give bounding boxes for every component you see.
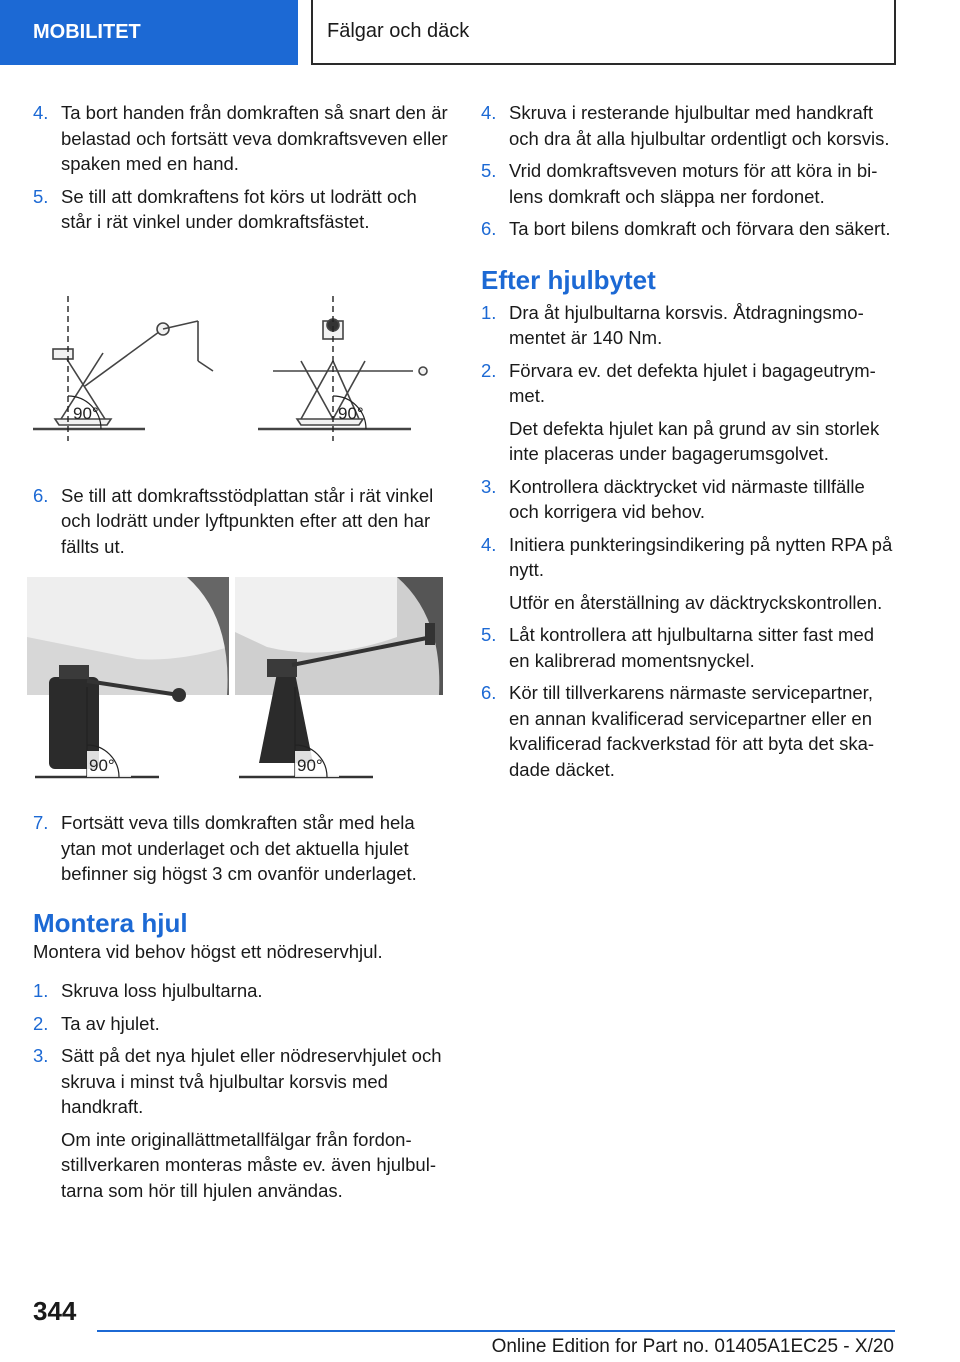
list-item — [33, 810, 448, 887]
section-heading: Montera hjul — [33, 907, 188, 938]
step-number: 5. — [33, 185, 49, 207]
step-number: 3. — [481, 475, 497, 497]
list-item — [33, 184, 448, 235]
step-number: 5. — [481, 160, 497, 181]
step-number: 1. — [481, 301, 497, 323]
list-item — [481, 532, 896, 583]
scissor-jack-illustration — [33, 291, 448, 461]
step-note: Utför en återställning av däcktryckskontrollen. — [509, 591, 883, 613]
step-text: Se till att domkraftsstödplattan står i rät vinkel och lodrätt under lyftpunkten efter att den har fällts ut. — [61, 484, 434, 557]
angle-label: 90° — [73, 403, 99, 423]
list-item — [33, 1011, 448, 1037]
step-text: Låt kontrollera att hjulbultarna sitter fast med en kalibrerad momentsnyckel. — [509, 624, 875, 671]
list-item — [481, 300, 896, 351]
step-text: Ta av hjulet. — [61, 1012, 160, 1034]
step-text: Förvara ev. det defekta hjulet i bagageutrymmet. — [509, 359, 876, 406]
step-number: 2. — [481, 359, 497, 381]
list-item — [481, 680, 896, 782]
step-number: 4. — [481, 533, 497, 555]
step-number: 4. — [481, 102, 497, 123]
step-text: Kör till tillverkarens närmaste servicepartner, en annan kvalificerad servicepartner eller en kvalificerad fackverkstad för att byta det skadade däcket. — [509, 682, 875, 780]
left-column — [33, 100, 448, 1210]
step-number: 6. — [481, 682, 497, 703]
list-item — [481, 158, 896, 209]
list-item — [481, 100, 896, 151]
step-text: Sätt på det nya hjulet eller nödreservhjulet och skruva i minst två hjulbultar korsvis med handkraft. — [61, 1045, 442, 1117]
step-text: Kontrollera däcktrycket vid närmaste tillfälle och korrigera vid behov. — [509, 475, 865, 522]
list-item — [481, 358, 896, 409]
page-header — [311, 0, 896, 65]
jack-figure-scissor — [33, 291, 448, 461]
step-text: Skruva loss hjulbultarna. — [61, 980, 263, 1001]
step-number: 7. — [33, 812, 49, 833]
jack-photo-illustration — [27, 577, 443, 782]
jack-figure-photo — [27, 577, 448, 782]
step-text: Ta bort bilens domkraft och förvara den säkert. — [509, 218, 891, 239]
list-item — [481, 216, 896, 242]
step-note: Om inte originallättmetallfälgar från fordonstillverkaren monteras måste ev. även hjulbultarna som hör till hjulen användas. — [61, 1128, 436, 1201]
angle-label: 90° — [297, 756, 323, 775]
step-number: 3. — [33, 1045, 49, 1066]
list-item — [33, 978, 448, 1004]
section-intro: Montera vid behov högst ett nödreservhjul. — [33, 940, 383, 962]
list-item — [481, 474, 896, 525]
right-column — [481, 100, 896, 789]
step-text: Ta bort handen från domkraften så snart den är belastad och fortsätt veva domkraftsveven eller spaken med en hand. — [61, 102, 448, 174]
list-item — [33, 483, 448, 560]
angle-label: 90° — [338, 403, 364, 423]
section-label: MOBILITET — [33, 21, 141, 43]
step-number: 1. — [33, 980, 49, 1001]
list-item — [33, 100, 448, 177]
page-number: 344 — [33, 1296, 77, 1326]
step-number: 2. — [33, 1012, 49, 1034]
step-text: Initiera punkteringsindikering på nytten RPA på nytt. — [509, 533, 893, 580]
list-item — [33, 1043, 448, 1120]
step-text: Vrid domkraftsveven moturs för att köra in bilens domkraft och släppa ner fordonet. — [509, 160, 878, 207]
list-item — [481, 622, 896, 673]
step-text: Skruva i resterande hjulbultar med handkraft och dra åt alla hjulbultar ordentligt och korsvis. — [509, 102, 890, 149]
angle-label: 90° — [89, 756, 115, 775]
step-text: Dra åt hjulbultarna korsvis. Åtdragningsmomentet är 140 Nm. — [509, 301, 864, 348]
edition-label: Online Edition for Part no. 01405A1EC25 - X/20 — [491, 1336, 894, 1357]
step-number: 6. — [481, 218, 497, 239]
section-tab — [0, 0, 298, 65]
step-note: Det defekta hjulet kan på grund av sin storlek inte placeras under bagagerumsgolvet. — [509, 417, 880, 464]
footer-divider — [97, 1330, 895, 1332]
page-title: Fälgar och däck — [327, 20, 470, 42]
step-number: 4. — [33, 102, 49, 123]
step-text: Fortsätt veva tills domkraften står med hela ytan mot underlaget och det aktuella hjulet befinner sig högst 3 cm ovanför underlaget. — [61, 812, 417, 884]
step-text: Se till att domkraftens fot körs ut lodrätt och står i rät vinkel under domkraftsfästet. — [61, 185, 417, 232]
section-heading: Efter hjulbytet — [481, 264, 656, 295]
step-number: 5. — [481, 624, 497, 645]
step-number: 6. — [33, 484, 49, 506]
